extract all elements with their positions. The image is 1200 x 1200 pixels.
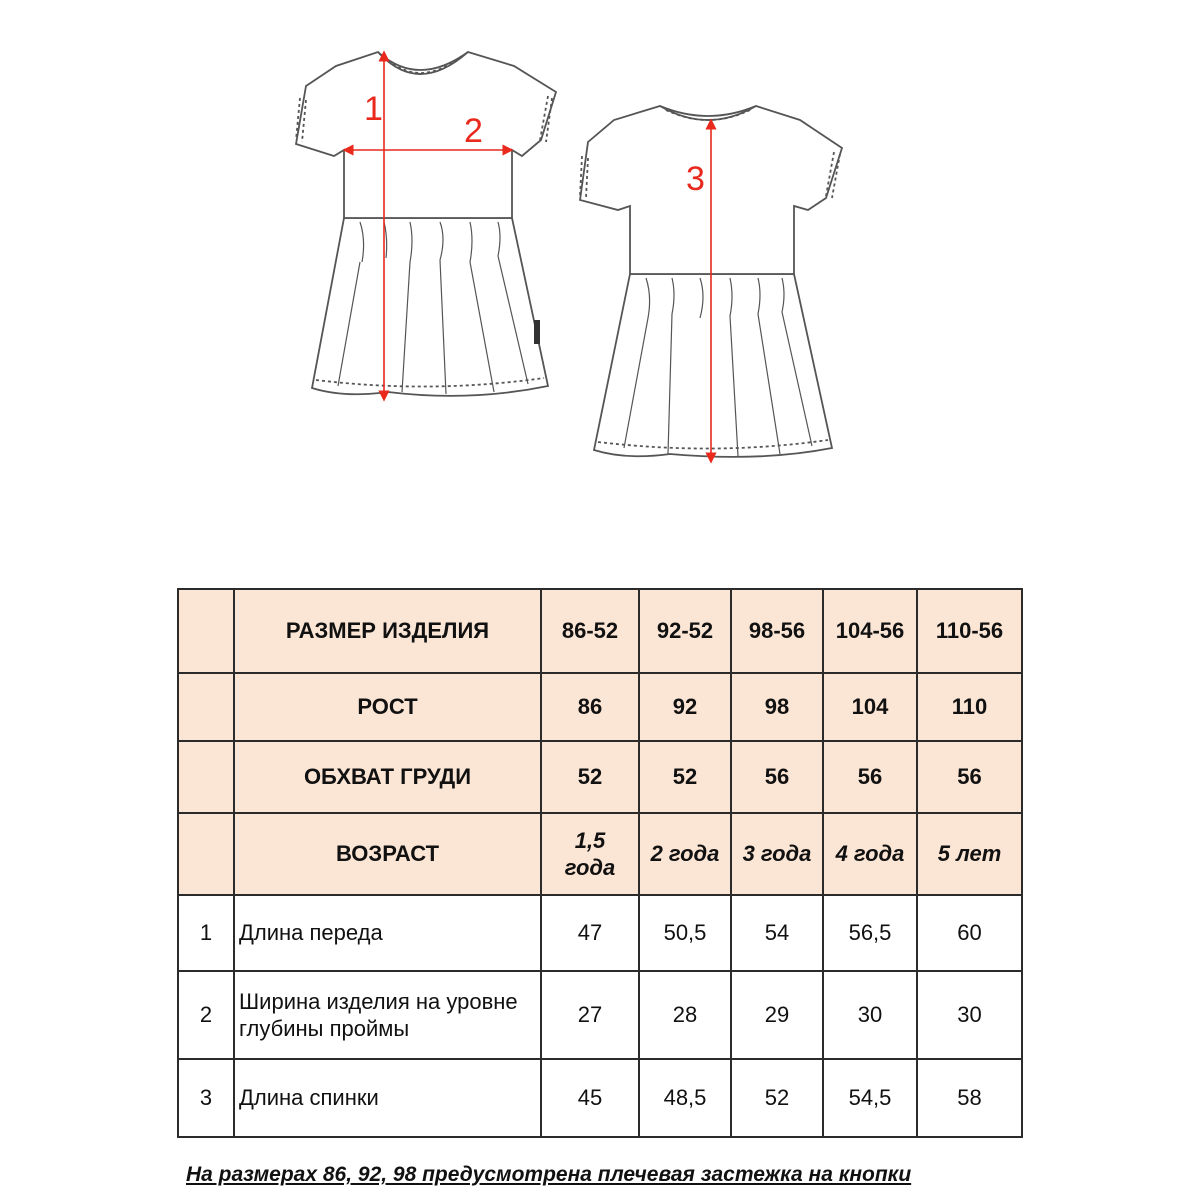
measurement-value: 30 (917, 971, 1022, 1059)
chest-value: 56 (823, 741, 917, 813)
measurement-name: Длина переда (234, 895, 541, 971)
measurement-value: 52 (731, 1059, 823, 1137)
age-value: 4 года (823, 813, 917, 895)
row-height (178, 673, 1022, 741)
measurement-name: Длина спинки (234, 1059, 541, 1137)
height-value: 104 (823, 673, 917, 741)
row-size (178, 589, 1022, 673)
front-bodice (296, 52, 556, 218)
marker-3: 3 (686, 160, 705, 198)
measurement-value: 28 (639, 971, 731, 1059)
row-label: РАЗМЕР ИЗДЕЛИЯ (234, 589, 541, 673)
height-value: 98 (731, 673, 823, 741)
row-chest (178, 741, 1022, 813)
measurement-value: 56,5 (823, 895, 917, 971)
measurement-row (178, 895, 1022, 971)
measurement-value: 54 (731, 895, 823, 971)
age-value: 2 года (639, 813, 731, 895)
footnote: На размерах 86, 92, 98 предусмотрена плечевая застежка на кнопки (186, 1163, 912, 1186)
height-value: 110 (917, 673, 1022, 741)
size-value: 98-56 (731, 589, 823, 673)
measurement-value: 47 (541, 895, 639, 971)
chest-value: 52 (639, 741, 731, 813)
height-value: 92 (639, 673, 731, 741)
measurement-value: 54,5 (823, 1059, 917, 1137)
age-value: 3 года (731, 813, 823, 895)
measurement-value: 29 (731, 971, 823, 1059)
measurement-row (178, 1059, 1022, 1137)
row-label: ВОЗРАСТ (234, 813, 541, 895)
chest-value: 56 (731, 741, 823, 813)
measurement-row (178, 971, 1022, 1059)
measurement-number: 3 (178, 1059, 234, 1137)
measurement-value: 60 (917, 895, 1022, 971)
dress-illustration (0, 0, 1200, 560)
height-value: 86 (541, 673, 639, 741)
size-table (177, 588, 1023, 1138)
measurement-value: 27 (541, 971, 639, 1059)
marker-1: 1 (364, 90, 383, 128)
chest-value: 56 (917, 741, 1022, 813)
chest-value: 52 (541, 741, 639, 813)
measurement-name: Ширина изделия на уровне глубины проймы (234, 971, 541, 1059)
size-value: 92-52 (639, 589, 731, 673)
measurement-value: 48,5 (639, 1059, 731, 1137)
size-value: 110-56 (917, 589, 1022, 673)
dress-front-view (296, 52, 556, 396)
age-value: 1,5 года (541, 813, 639, 895)
marker-2: 2 (464, 112, 483, 150)
measurement-value: 45 (541, 1059, 639, 1137)
row-num-cell (178, 813, 234, 895)
measurement-value: 50,5 (639, 895, 731, 971)
dress-diagram (0, 0, 1200, 560)
measurement-value: 30 (823, 971, 917, 1059)
size-value: 104-56 (823, 589, 917, 673)
front-skirt (312, 218, 548, 396)
row-age (178, 813, 1022, 895)
row-label: РОСТ (234, 673, 541, 741)
measurement-number: 2 (178, 971, 234, 1059)
back-skirt (594, 274, 832, 457)
row-num-cell (178, 673, 234, 741)
row-num-cell (178, 741, 234, 813)
measurement-value: 58 (917, 1059, 1022, 1137)
age-value: 5 лет (917, 813, 1022, 895)
measurement-number: 1 (178, 895, 234, 971)
size-value: 86-52 (541, 589, 639, 673)
row-label: ОБХВАТ ГРУДИ (234, 741, 541, 813)
row-num-cell (178, 589, 234, 673)
